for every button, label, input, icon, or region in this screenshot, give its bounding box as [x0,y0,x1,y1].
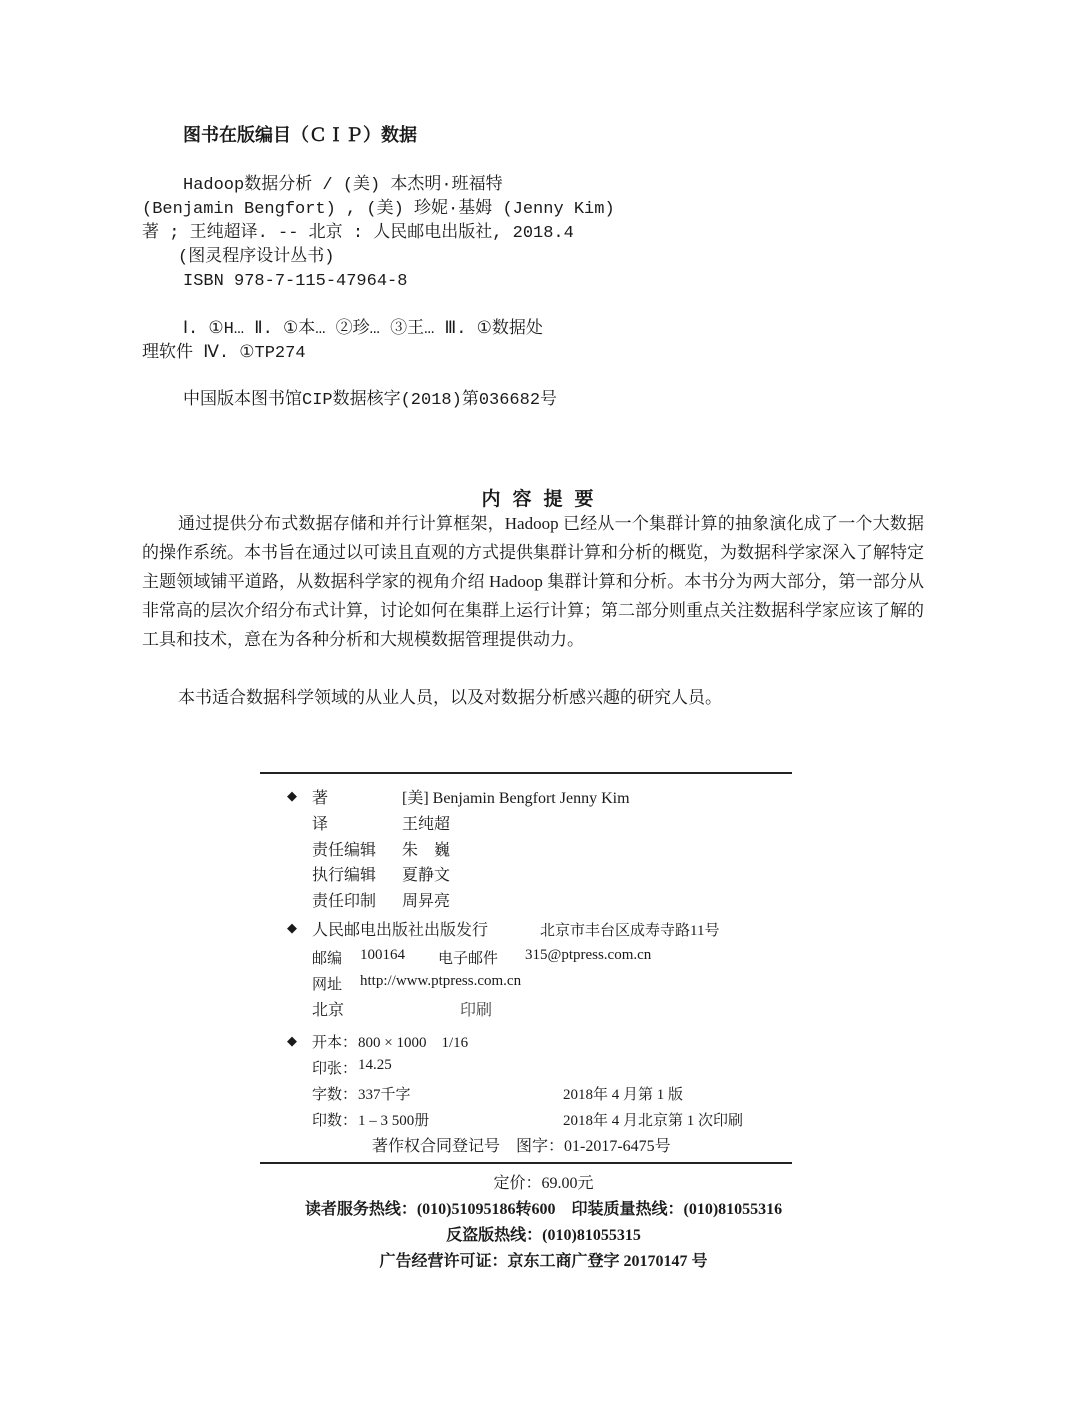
postcode-value: 100164 [360,947,405,963]
printer-suffix: 印刷 [460,1002,493,1019]
ad-license: 广告经营许可证：京东工商广登字 20170147 号 [379,1253,708,1270]
edition-info: 2018年 4 月第 1 版 [563,1087,684,1103]
sheets-value: 14.25 [358,1057,392,1073]
publisher-name: 人民邮电出版社出版发行 [312,922,489,939]
credit-label-author: 著 [312,790,329,807]
printing-info: 2018年 4 月北京第 1 次印刷 [563,1113,744,1129]
cip-number: 中国版本图书馆CIP数据核字(2018)第036682号 [183,391,558,410]
email-label: 电子邮件 [438,951,499,967]
abstract-title: 内容提要 [481,488,606,510]
credit-value-author: [美] Benjamin Bengfort Jenny Kim [402,790,630,807]
website-link[interactable]: http://www.ptpress.com.cn [360,973,522,989]
top-rule [260,772,792,774]
words-label: 字数： [312,1087,358,1103]
postcode-label: 邮编 [312,951,343,967]
cip-classification-1: Ⅰ. ①H… Ⅱ. ①本… ②珍… ③王… Ⅲ. ①数据处 [183,320,543,339]
cip-line-2: (Benjamin Bengfort) , (美) 珍妮·基姆 (Jenny Kim) [142,200,615,219]
format-value: 800 × 1000 1/16 [358,1035,469,1051]
words-value: 337千字 [358,1087,411,1103]
email-link[interactable]: 315@ptpress.com.cn [525,947,652,963]
price: 定价：69.00元 [493,1175,594,1192]
credit-label-translator: 译 [312,816,329,833]
format-label: 开本： [312,1035,358,1051]
credit-label-print-manager: 责任印制 [312,893,377,910]
cip-classification-2: 理软件 Ⅳ. ①TP274 [142,344,306,363]
credit-label-editor: 责任编辑 [312,842,377,859]
service-hotlines: 读者服务热线：(010)51095186转600 印装质量热线：(010)81055316 [304,1201,783,1218]
diamond-bullet-icon: ◆ [287,789,297,804]
cip-line-1: Hadoop数据分析 / (美) 本杰明·班福特 [183,176,503,195]
copies-label: 印数： [312,1113,358,1129]
diamond-bullet-icon: ◆ [287,921,297,936]
copies-value: 1 – 3 500册 [358,1113,430,1129]
credit-value-editor: 朱 巍 [402,842,451,859]
website-label: 网址 [312,977,343,993]
credit-value-translator: 王纯超 [402,816,451,833]
credit-value-print-manager: 周昇亮 [402,893,451,910]
credit-label-exec-editor: 执行编辑 [312,867,377,884]
cip-line-4: (图灵程序设计丛书) [178,248,335,267]
publisher-address: 北京市丰台区成寿寺路11号 [540,923,720,939]
cip-heading: 图书在版编目（ＣＩＰ）数据 [183,125,417,146]
abstract-paragraph-1: 通过提供分布式数据存储和并行计算框架，Hadoop 已经从一个集群计算的抽象演化成了一个大数据的操作系统。本书旨在通过以可读且直观的方式提供集群计算和分析的概览，为数据科学家深入了解特定主题领域铺平道路，从数据科学家的视角介绍 Hadoop 集群计算和分析。本书分为两大部分，第一部分从非常高的层次介绍分布式计算，讨论如何在集群上运行计算；第二部分则重点关注数据科学家应该了解的工具和技术，意在为各种分析和大规模数据管理提供动力。 [142,514,924,649]
diamond-bullet-icon: ◆ [287,1034,297,1049]
bottom-rule [260,1162,792,1164]
anti-piracy-hotline: 反盗版热线：(010)81055315 [446,1227,641,1244]
copyright-registration: 著作权合同登记号 图字：01-2017-6475号 [372,1138,671,1155]
cip-line-3: 著 ; 王纯超译. -- 北京 : 人民邮电出版社, 2018.4 [142,224,574,243]
printer-city: 北京 [312,1002,345,1019]
abstract-paragraph-2: 本书适合数据科学领域的从业人员，以及对数据分析感兴趣的研究人员。 [178,688,722,707]
cip-isbn: ISBN 978-7-115-47964-8 [183,272,408,291]
sheets-label: 印张： [312,1061,358,1077]
credit-value-exec-editor: 夏静文 [402,867,451,884]
